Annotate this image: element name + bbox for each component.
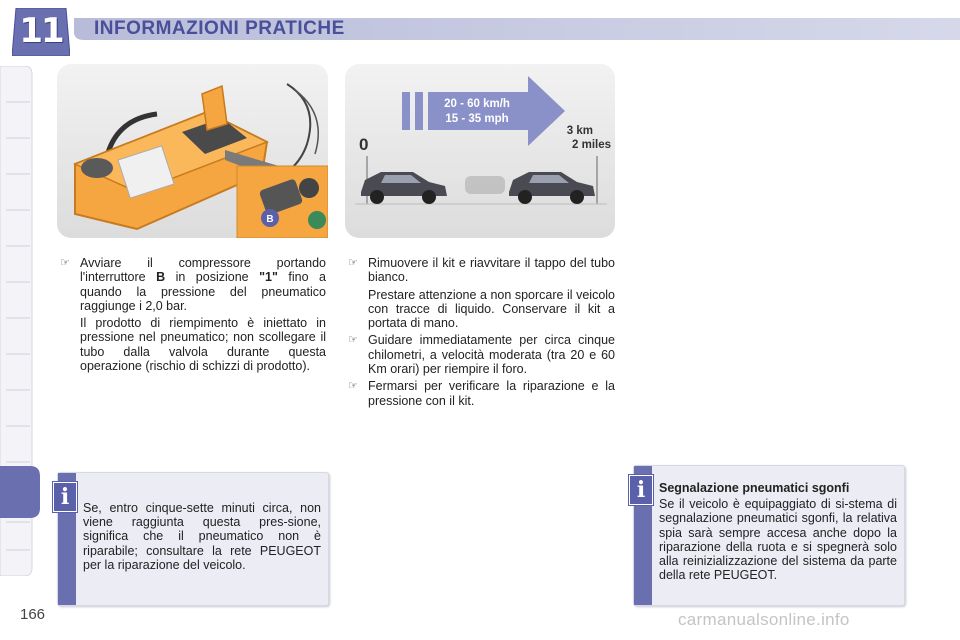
- distance-miles: 2 miles: [572, 139, 611, 151]
- car-end: [509, 172, 595, 204]
- info-icon: i: [629, 475, 653, 505]
- info-box-tyre-warning: [633, 465, 905, 606]
- info-icon: i: [53, 482, 77, 512]
- bullet-hand-icon: ☞: [348, 333, 358, 347]
- step-start-compressor: ☞ Avviare il compressore portando l'interruttore B in posizione "1" fino a quando la pressione del pneumatico raggiunge i 2,0 bar.: [60, 256, 326, 313]
- step-check-repair: ☞ Fermarsi per verificare la riparazione e la pressione con il kit.: [348, 379, 615, 408]
- instructions-column-1: [58, 256, 326, 376]
- bullet-hand-icon: ☞: [348, 379, 358, 393]
- chapter-side-tab-active[interactable]: [0, 466, 40, 518]
- distance-start: 0: [359, 135, 369, 154]
- bullet-hand-icon: ☞: [60, 256, 70, 269]
- step-start-compressor-note: Il prodotto di riempimento è iniettato in pressione nel pneumatico; non scollegare il tubo dalla valvola durante questa operazione (rischio di schizzi di prodotto).: [80, 316, 326, 374]
- bullet-hand-icon: ☞: [348, 256, 358, 269]
- watermark: carmanualsonline.info: [678, 610, 850, 629]
- driving-distance-illustration: [345, 64, 615, 238]
- page-number: 166: [20, 606, 46, 623]
- step-remove-kit-note: Prestare attenzione a non sporcare il veicolo con tracce di liquido. Conservare il kit a portata di mano.: [368, 287, 615, 331]
- info-box-tyre-warning-title: Segnalazione pneumatici sgonfi: [659, 481, 850, 495]
- info-box-pressure-text: Se, entro cinque-sette minuti circa, non viene raggiunta questa pres-sione, significa che il pneumatico non è riparabile; consultare la rete PEUGEOT per la riparazione del veicolo.: [83, 501, 321, 572]
- step-remove-kit: ☞ Rimuovere il kit e riavvitare il tappo del tubo bianco.: [348, 256, 615, 285]
- speed-kmh: 20 - 60 km/h: [444, 98, 510, 110]
- chapter-number: 11: [19, 11, 63, 51]
- car-start: [361, 172, 447, 204]
- info-box-tyre-warning-text: Segnalazione pneumatici sgonfi Se il veicolo è equipaggiato di si-stema di segnalazione pneumatici sgonfi, la relativa spia sarà sempre accesa anche dopo la riparazione della ruota e si spegnerà solo alla reinizializzazione del sistema da parte della rete PEUGEOT.: [659, 481, 897, 583]
- kit-lid: [202, 86, 227, 130]
- step-drive: ☞ Guidare immediatamente per circa cinque chilometri, a velocità moderata (tra 20 e 60 Km orari) per riempire il foro.: [348, 333, 615, 377]
- compressor-kit-illustration: [57, 64, 328, 238]
- pressure-gauge: [81, 158, 113, 178]
- info-box-pressure: [57, 472, 329, 606]
- page-title: INFORMAZIONI PRATICHE: [94, 18, 345, 39]
- instructions-column-2: [346, 256, 615, 411]
- distance-km: 3 km: [566, 125, 593, 137]
- switch-b-label: B: [266, 214, 274, 225]
- speed-mph: 15 - 35 mph: [445, 113, 509, 125]
